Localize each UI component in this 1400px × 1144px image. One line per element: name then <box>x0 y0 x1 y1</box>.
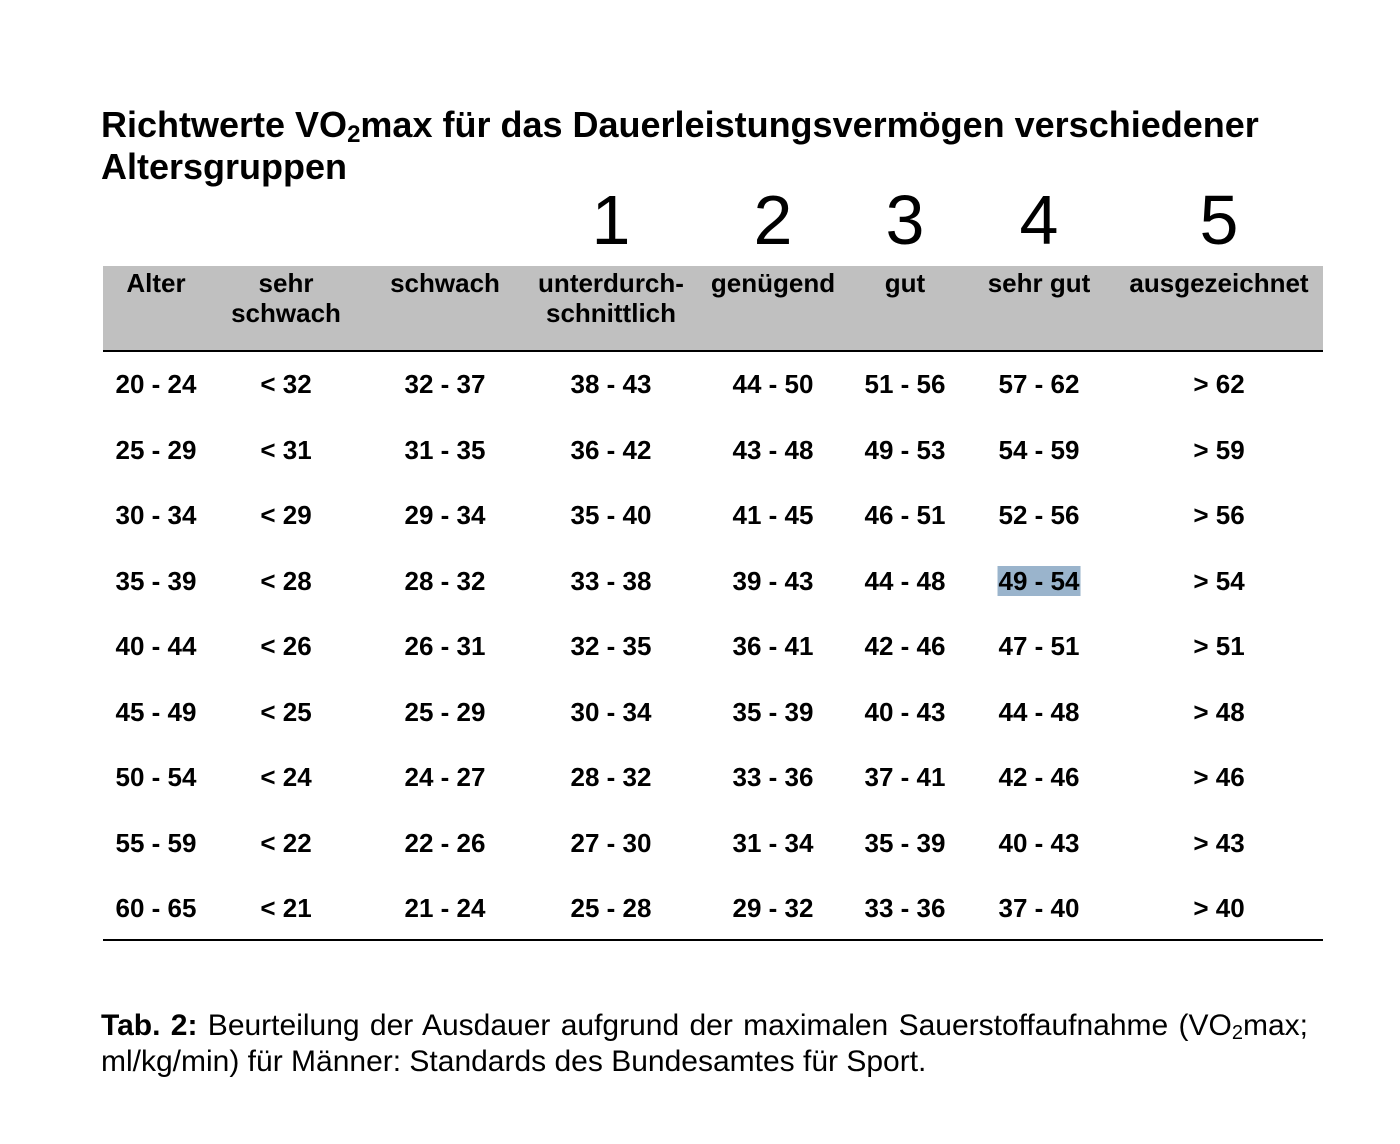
header-ausgezeichnet-line-1: ausgezeichnet <box>1129 268 1309 298</box>
cell-gut <box>865 561 946 601</box>
cell-ausgezeichnet <box>1193 430 1244 470</box>
cell-gut <box>865 757 946 797</box>
cell-value: > 43 <box>1193 827 1245 858</box>
table-title <box>101 104 1341 188</box>
cell-gut <box>865 692 946 732</box>
scale-number-3: 3 <box>885 181 925 259</box>
cell-unterdurchschnittlich <box>571 364 652 404</box>
cell-schwach <box>405 495 486 535</box>
cell-value: > 54 <box>1193 565 1245 596</box>
cell-value: 42 - 46 <box>998 762 1080 792</box>
cell-value: 49 - 54 <box>998 565 1080 596</box>
header-unterdurchschnittlich-line-1: unterdurch- <box>538 268 684 298</box>
cell-ausgezeichnet <box>1193 757 1244 797</box>
title-subscript: 2 <box>347 121 361 148</box>
cell-value: < 31 <box>260 434 312 465</box>
header-genuegend <box>711 268 835 298</box>
header-divider <box>103 350 1323 352</box>
cell-value: 45 - 49 <box>115 696 197 727</box>
cell-value: > 56 <box>1193 500 1245 530</box>
cell-value: 49 - 53 <box>864 434 946 465</box>
cell-value: 33 - 36 <box>732 762 814 792</box>
cell-alter <box>116 495 197 535</box>
table-row <box>0 495 1400 535</box>
cell-value: 32 - 37 <box>404 369 486 399</box>
cell-sehr-gut <box>999 626 1080 666</box>
cell-value: 25 - 28 <box>570 893 652 923</box>
cell-sehr-schwach <box>260 495 311 535</box>
cell-value: 33 - 36 <box>864 893 946 923</box>
cell-genuegend <box>733 430 814 470</box>
cell-unterdurchschnittlich <box>571 888 652 928</box>
cell-value: < 22 <box>260 827 312 858</box>
cell-value: < 32 <box>260 369 312 399</box>
cell-sehr-gut <box>999 888 1080 928</box>
cell-value: 22 - 26 <box>404 827 486 858</box>
cell-value: 44 - 48 <box>864 565 946 596</box>
cell-value: 35 - 39 <box>732 696 814 727</box>
cell-ausgezeichnet <box>1193 561 1244 601</box>
caption-subscript: 2 <box>1231 1022 1243 1044</box>
cell-ausgezeichnet <box>1193 692 1244 732</box>
cell-value: 31 - 35 <box>404 434 486 465</box>
cell-value: > 62 <box>1193 369 1245 399</box>
cell-sehr-schwach <box>260 823 311 863</box>
title-rest: max für das Dauerleistungsvermögen verschiedener Altersgruppen <box>101 104 1259 187</box>
cell-value: 37 - 41 <box>864 762 946 792</box>
header-sehr-gut-line-1: sehr gut <box>987 268 1091 298</box>
cell-value: 31 - 34 <box>732 827 814 858</box>
cell-sehr-schwach <box>260 561 311 601</box>
cell-value: 50 - 54 <box>115 762 197 792</box>
cell-schwach <box>405 692 486 732</box>
cell-value: 37 - 40 <box>998 893 1080 923</box>
cell-value: 28 - 32 <box>570 762 652 792</box>
cell-sehr-schwach <box>260 430 311 470</box>
header-sehr-schwach <box>231 268 341 328</box>
cell-value: 32 - 35 <box>570 631 652 661</box>
header-schwach <box>390 268 500 298</box>
cell-value: 60 - 65 <box>115 893 197 923</box>
cell-schwach <box>405 364 486 404</box>
cell-sehr-gut <box>999 495 1080 535</box>
cell-value: 41 - 45 <box>732 500 814 530</box>
header-gut-line-1: gut <box>884 268 926 298</box>
table-row <box>0 757 1400 797</box>
rating-scale-numbers <box>0 180 1400 260</box>
cell-ausgezeichnet <box>1193 888 1244 928</box>
cell-value: 42 - 46 <box>864 631 946 661</box>
highlighted-cell <box>998 561 1081 601</box>
cell-unterdurchschnittlich <box>571 430 652 470</box>
cell-sehr-schwach <box>260 364 311 404</box>
cell-ausgezeichnet <box>1193 626 1244 666</box>
cell-value: 55 - 59 <box>115 827 197 858</box>
cell-gut <box>865 888 946 928</box>
cell-alter <box>116 561 197 601</box>
cell-value: 44 - 48 <box>998 696 1080 727</box>
cell-schwach <box>405 823 486 863</box>
cell-sehr-schwach <box>260 757 311 797</box>
cell-value: 26 - 31 <box>404 631 486 661</box>
caption-label: Tab. 2: <box>101 1009 198 1042</box>
cell-unterdurchschnittlich <box>571 823 652 863</box>
cell-value: 35 - 40 <box>570 500 652 530</box>
title-prefix: Richtwerte VO <box>101 104 348 145</box>
table-row <box>0 888 1400 928</box>
cell-value: > 51 <box>1193 631 1245 661</box>
cell-value: 24 - 27 <box>404 762 486 792</box>
cell-ausgezeichnet <box>1193 495 1244 535</box>
cell-genuegend <box>733 364 814 404</box>
scale-number-4: 4 <box>1019 181 1059 259</box>
cell-value: 29 - 34 <box>404 500 486 530</box>
cell-value: 51 - 56 <box>864 369 946 399</box>
cell-genuegend <box>733 823 814 863</box>
cell-value: > 40 <box>1193 893 1245 923</box>
cell-value: 40 - 44 <box>115 631 197 661</box>
header-sehr-schwach-line-2: schwach <box>231 298 341 328</box>
cell-value: 54 - 59 <box>998 434 1080 465</box>
cell-gut <box>865 364 946 404</box>
cell-sehr-schwach <box>260 888 311 928</box>
cell-genuegend <box>733 692 814 732</box>
table-row <box>0 364 1400 404</box>
cell-value: 36 - 42 <box>570 434 652 465</box>
cell-unterdurchschnittlich <box>571 692 652 732</box>
cell-alter <box>116 364 197 404</box>
cell-value: 36 - 41 <box>732 631 814 661</box>
header-alter <box>126 268 185 298</box>
table-row <box>0 626 1400 666</box>
cell-value: 46 - 51 <box>864 500 946 530</box>
header-ausgezeichnet <box>1129 268 1308 298</box>
cell-sehr-schwach <box>260 626 311 666</box>
cell-value: < 28 <box>260 565 312 596</box>
header-unterdurchschnittlich <box>538 268 684 328</box>
cell-value: > 59 <box>1193 434 1245 465</box>
cell-sehr-gut <box>999 430 1080 470</box>
cell-alter <box>116 823 197 863</box>
header-gut <box>885 268 925 298</box>
cell-unterdurchschnittlich <box>571 495 652 535</box>
cell-sehr-gut <box>999 757 1080 797</box>
cell-value: 25 - 29 <box>404 696 486 727</box>
header-sehr-schwach-line-1: sehr <box>258 268 314 298</box>
cell-schwach <box>405 757 486 797</box>
scale-number-1: 1 <box>591 181 631 259</box>
cell-ausgezeichnet <box>1193 823 1244 863</box>
caption-text-end: max; ml/kg/min) für Männer: Standards des Bundesamtes für Sport. <box>101 1009 1309 1078</box>
table-row <box>0 823 1400 863</box>
cell-value: 52 - 56 <box>998 500 1080 530</box>
header-schwach-line-1: schwach <box>390 268 500 298</box>
cell-value: < 24 <box>260 762 312 792</box>
cell-alter <box>116 888 197 928</box>
cell-value: 27 - 30 <box>570 827 652 858</box>
cell-value: 43 - 48 <box>732 434 814 465</box>
cell-value: 21 - 24 <box>404 893 486 923</box>
cell-genuegend <box>733 626 814 666</box>
cell-value: < 25 <box>260 696 312 727</box>
cell-alter <box>116 692 197 732</box>
cell-gut <box>865 430 946 470</box>
header-unterdurchschnittlich-line-2: schnittlich <box>545 298 677 328</box>
cell-value: < 26 <box>260 631 312 661</box>
cell-value: < 29 <box>260 500 312 530</box>
header-sehr-gut <box>988 268 1091 298</box>
cell-sehr-schwach <box>260 692 311 732</box>
cell-value: 40 - 43 <box>998 827 1080 858</box>
cell-genuegend <box>733 561 814 601</box>
scale-number-2: 2 <box>753 181 793 259</box>
header-alter-line-1: Alter <box>126 268 186 298</box>
cell-gut <box>865 626 946 666</box>
cell-sehr-gut <box>999 692 1080 732</box>
cell-genuegend <box>733 757 814 797</box>
caption-text: Beurteilung der Ausdauer aufgrund der maximalen Sauerstoffaufnahme (VO <box>197 1009 1232 1042</box>
cell-genuegend <box>733 888 814 928</box>
table-caption <box>101 1008 1308 1080</box>
cell-value: 35 - 39 <box>115 565 197 596</box>
table-bottom-rule <box>103 939 1323 941</box>
cell-schwach <box>405 430 486 470</box>
cell-value: 29 - 32 <box>732 893 814 923</box>
table-row <box>0 430 1400 470</box>
cell-value: 28 - 32 <box>404 565 486 596</box>
cell-value: 57 - 62 <box>998 369 1080 399</box>
cell-value: 38 - 43 <box>570 369 652 399</box>
table-row <box>0 692 1400 732</box>
cell-value: 39 - 43 <box>732 565 814 596</box>
cell-value: 25 - 29 <box>115 434 197 465</box>
cell-value: < 21 <box>260 893 312 923</box>
cell-sehr-gut <box>999 364 1080 404</box>
cell-schwach <box>405 626 486 666</box>
cell-gut <box>865 823 946 863</box>
scale-number-5: 5 <box>1199 181 1239 259</box>
cell-value: 30 - 34 <box>115 500 197 530</box>
cell-alter <box>116 430 197 470</box>
cell-value: 33 - 38 <box>570 565 652 596</box>
cell-value: 20 - 24 <box>115 369 197 399</box>
cell-genuegend <box>733 495 814 535</box>
cell-value: 44 - 50 <box>732 369 814 399</box>
cell-value: 47 - 51 <box>998 631 1080 661</box>
cell-unterdurchschnittlich <box>571 561 652 601</box>
cell-alter <box>116 757 197 797</box>
cell-unterdurchschnittlich <box>571 757 652 797</box>
cell-alter <box>116 626 197 666</box>
cell-value: > 48 <box>1193 696 1245 727</box>
cell-schwach <box>405 888 486 928</box>
cell-value: 35 - 39 <box>864 827 946 858</box>
cell-value: 30 - 34 <box>570 696 652 727</box>
cell-gut <box>865 495 946 535</box>
cell-unterdurchschnittlich <box>571 626 652 666</box>
table-row <box>0 561 1400 601</box>
cell-schwach <box>405 561 486 601</box>
cell-ausgezeichnet <box>1193 364 1244 404</box>
header-genuegend-line-1: genügend <box>710 268 836 298</box>
cell-value: 40 - 43 <box>864 696 946 727</box>
cell-value: > 46 <box>1193 762 1245 792</box>
cell-sehr-gut <box>999 823 1080 863</box>
